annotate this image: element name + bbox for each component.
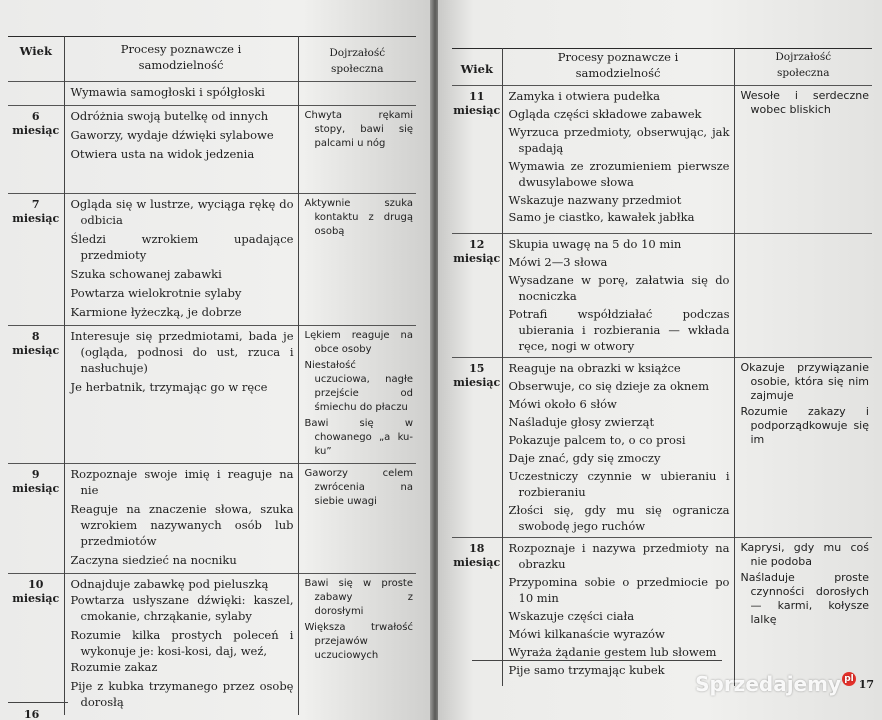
age-unit: miesiąc: [12, 592, 60, 605]
age-number: 6: [31, 110, 40, 123]
social-item: Naśladuje proste czynności dorosłych — karmi, kołysze lalkę: [740, 571, 869, 626]
list-item: Otwiera usta na widok jedzenia: [70, 147, 255, 161]
social-item: Niestałość uczuciowa, nagłe przejście od śmiechu do płaczu: [304, 360, 413, 413]
list-item: Rozpoznaje swoje imię i reaguje na nie: [70, 467, 294, 497]
list-item: Karmione łyżeczką, je dobrze: [70, 305, 242, 319]
list-item: Ogląda się w lustrze, wyciąga rękę do odbicia: [70, 197, 294, 227]
list-item: Zaczyna siedzieć na nocniku: [70, 553, 237, 567]
list-item: Wymawia samogłoski i spółgłoski: [70, 85, 265, 99]
right-development-table: [452, 48, 872, 686]
list-item: Je herbatnik, trzymając go w ręce: [70, 380, 268, 394]
bottom-rule: [8, 702, 68, 703]
age-number: 10: [28, 578, 44, 591]
age-unit: miesiąc: [453, 104, 501, 117]
header-age: Wiek: [452, 49, 502, 86]
right-page: [438, 0, 882, 720]
list-item: Odnajduje zabawkę pod pieluszką: [70, 577, 269, 591]
list-item: Skupia uwagę na 5 do 10 min: [508, 237, 682, 251]
list-item: Naśladuje głosy zwierząt: [508, 415, 655, 429]
table-row: [8, 106, 416, 194]
age-number: 7: [31, 198, 40, 211]
list-item: Powtarza wielokrotnie sylaby: [70, 286, 242, 300]
header-social: Dojrzałość społeczna: [329, 47, 386, 75]
header-social: Dojrzałość społeczna: [775, 51, 832, 79]
list-item: Rozpoznaje i nazywa przedmioty na obrazku: [508, 541, 730, 571]
list-item: Przypomina sobie o przedmiocie po 10 min: [508, 575, 730, 605]
list-item: Ogląda części składowe zabawek: [508, 107, 702, 121]
list-item: Szuka schowanej zabawki: [70, 267, 222, 281]
header-age: Wiek: [8, 37, 64, 82]
list-item: Wyrzuca przedmioty, obserwując, jak spadają: [508, 125, 730, 155]
age-number: 12: [469, 238, 485, 251]
list-item: Powtarza usłyszane dźwięki: kaszel, cmokanie, chrząkanie, sylaby: [70, 593, 294, 623]
social-item: Okazuje przywiązanie osobie, która się nim zajmuje: [740, 361, 869, 402]
left-page: [0, 0, 432, 720]
social-item: Większa trwałość przejawów uczuciowych: [304, 622, 413, 661]
list-item: Złości się, gdy mu się ogranicza swobodę jego ruchów: [508, 503, 730, 533]
age-unit: miesiąc: [12, 212, 60, 225]
social-item: Wesołe i serdeczne wobec bliskich: [740, 89, 869, 116]
list-item: Mówi 2—3 słowa: [508, 255, 608, 269]
age-unit: miesiąc: [453, 556, 501, 569]
list-item: Interesuje się przedmiotami, bada je (ogląda, podnosi do ust, rzuca i nasłuchuje): [70, 329, 294, 375]
list-item: Uczestniczy czynnie w ubieraniu i rozbieraniu: [508, 469, 730, 499]
social-item: Bawi się w proste zabawy z dorosłymi: [304, 578, 413, 617]
page-number: 16: [24, 708, 40, 720]
social-item: Bawi się w chowanego „a ku-ku”: [304, 418, 413, 457]
age-unit: miesiąc: [12, 124, 60, 137]
age-number: 15: [469, 362, 485, 375]
social-item: Aktywnie szuka kontaktu z drugą osobą: [304, 198, 413, 237]
table-row: [8, 464, 416, 574]
age-number: 11: [469, 90, 485, 103]
table-row: [452, 86, 872, 234]
watermark-text: Sprzedajemy: [695, 672, 841, 696]
list-item: Wskazuje nazwany przedmiot: [508, 193, 682, 207]
bottom-rule: [472, 660, 722, 661]
header-processes: Procesy poznawcze i samodzielność: [64, 37, 298, 82]
social-item: Lękiem reaguje na obce osoby: [304, 330, 413, 355]
list-item: Gaworzy, wydaje dźwięki sylabowe: [70, 128, 274, 142]
list-item: Rozumie kilka prostych poleceń i wykonuje je: kosi-kosi, daj, weź,: [70, 628, 294, 658]
social-item: Chwyta rękami stopy, bawi się palcami u nóg: [304, 110, 413, 149]
table-row: [452, 538, 872, 686]
age-unit: miesiąc: [453, 252, 501, 265]
table-row: [452, 358, 872, 538]
list-item: Obserwuje, co się dzieje za oknem: [508, 379, 709, 393]
table-row: [8, 194, 416, 326]
list-item: Daje znać, gdy się zmoczy: [508, 451, 661, 465]
list-item: Pije samo trzymając kubek: [508, 663, 665, 677]
list-item: Odróżnia swoją butelkę od innych: [70, 109, 269, 123]
watermark-badge: pl: [842, 672, 856, 686]
age-unit: miesiąc: [12, 344, 60, 357]
table-row: [8, 574, 416, 716]
list-item: Reaguje na znaczenie słowa, szuka wzrokiem nazywanych osób lub przedmiotów: [70, 502, 294, 548]
page-number: 17: [858, 678, 874, 691]
list-item: Mówi kilkanaście wyrazów: [508, 627, 665, 641]
social-item: Gaworzy celem zwrócenia na siebie uwagi: [304, 468, 413, 507]
age-number: 18: [469, 542, 485, 555]
list-item: Potrafi współdziałać podczas ubierania i rozbierania — wkłada ręce, nogi w otwory: [508, 307, 730, 353]
age-unit: miesiąc: [453, 376, 501, 389]
table-row: [8, 326, 416, 464]
age-number: 8: [31, 330, 40, 343]
table-row: [8, 82, 416, 106]
age-unit: miesiąc: [12, 482, 60, 495]
list-item: Wysadzane w porę, załatwia się do nocniczka: [508, 273, 730, 303]
age-number: 9: [31, 468, 40, 481]
list-item: Wskazuje części ciała: [508, 609, 635, 623]
list-item: Wyraża żądanie gestem lub słowem: [508, 645, 717, 659]
list-item: Zamyka i otwiera pudełka: [508, 89, 660, 103]
list-item: Wymawia ze zrozumieniem pierwsze dwusylabowe słowa: [508, 159, 730, 189]
social-item: Kaprysi, gdy mu coś nie podoba: [740, 541, 869, 568]
list-item: Mówi około 6 słów: [508, 397, 617, 411]
list-item: Reaguje na obrazki w książce: [508, 361, 681, 375]
social-item: Rozumie zakazy i podporządkowuje się im: [740, 405, 869, 446]
list-item: Śledzi wzrokiem upadające przedmioty: [70, 232, 294, 262]
list-item: Pije z kubka trzymanego przez osobę dorosłą: [70, 679, 294, 709]
table-row: [452, 234, 872, 358]
header-processes: Procesy poznawcze i samodzielność: [502, 49, 734, 86]
list-item: Pokazuje palcem to, o co prosi: [508, 433, 686, 447]
list-item: Samo je ciastko, kawałek jabłka: [508, 210, 695, 224]
list-item: Rozumie zakaz: [70, 660, 158, 674]
left-development-table: [8, 36, 416, 715]
watermark-logo: [695, 672, 856, 696]
